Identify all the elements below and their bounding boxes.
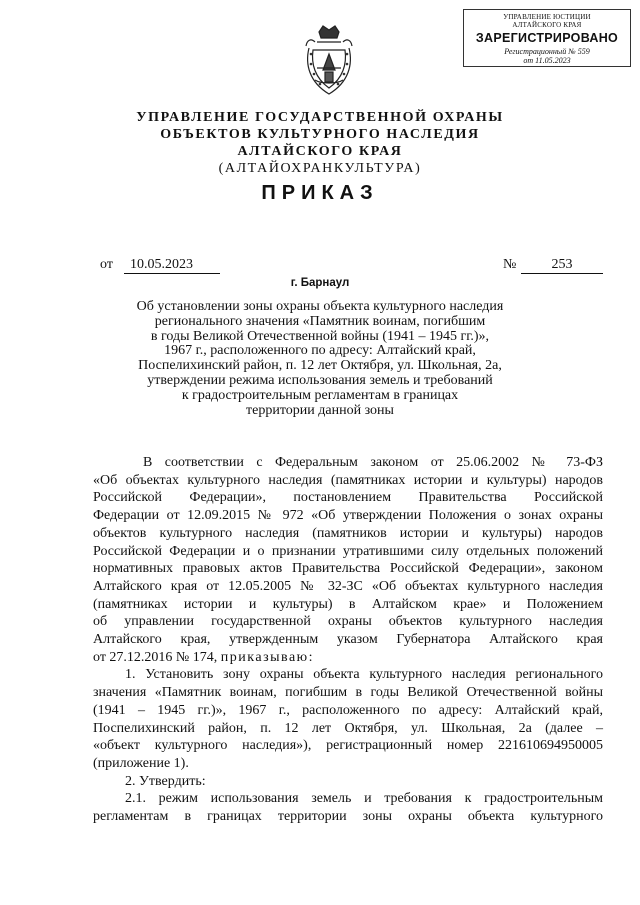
number-prefix: № [503,257,517,272]
body-line: Федерации от 12.09.2015 № 972 «Об утверждении Положения о зонах охраны [93,508,603,524]
title-line: в годы Великой Отечественной войны (1941 – 1945 гг.)», [150,328,490,344]
document-body [93,454,603,826]
registration-stamp [463,9,631,67]
stamp-line-2: АЛТАЙСКОГО КРАЯ [512,21,582,29]
org-short-name: (АЛТАЙОХРАНКУЛЬТУРА) [218,161,422,176]
body-line: регламентам в границах территории зоны охраны объекта культурного [93,809,603,825]
body-line: (приложение 1). [93,755,189,771]
body-line: (памятниках истории и культуры) в Алтайском крае» и Положением [93,596,603,612]
body-line: «объект культурного наследия»), регистрационный номер 221610694950005 [93,738,603,754]
body-line: об управлении государственной охраны объектов культурного наследия [93,614,603,630]
title-line: регионального значения «Памятник воинам, погибшим [154,313,486,329]
body-line: Алтайского края от 12.05.2005 № 32-ЗС «Об объектах культурного наследия [93,578,603,594]
city: г. Барнаул [290,277,350,289]
document-date: 10.05.2023 [124,257,220,274]
stamp-line-1: УПРАВЛЕНИЕ ЮСТИЦИИ [503,13,591,21]
body-line: В соответствии с Федеральным законом от 25.06.2002 № 73-ФЗ [143,455,603,470]
title-line: Об установлении зоны охраны объекта культурного наследия [136,299,504,314]
org-name-line-2: ОБЪЕКТОВ КУЛЬТУРНОГО НАСЛЕДИЯ [160,127,480,142]
stamp-status: ЗАРЕГИСТРИРОВАНО [475,31,619,45]
title-line: территории данной зоны [246,402,394,418]
stamp-reg-date: от 11.05.2023 [523,56,571,65]
document-title [0,300,640,418]
org-name-line-3: АЛТАЙСКОГО КРАЯ [237,144,403,159]
body-line: Российской Федерации», постановлением Правительства Российской [93,490,603,506]
document-number: 253 [521,257,603,274]
body-text: от 27.12.2016 № 174, [93,649,218,665]
body-line: нормативных правовых актов Правительства Российской Федерации», законом [93,561,603,577]
title-line: Поспелихинский район, п. 12 лет Октября, ул. Школьная, 2а, [138,358,502,374]
body-line: Российской Федерации и о признании утратившими силу отдельных положений [93,543,603,559]
body-line [93,649,603,667]
body-line: 2. Утвердить: [125,773,206,789]
body-line: «Об объектах культурного наследия (памятниках истории и культуры) народов [93,472,603,488]
title-line: утверждении режима использования земель и требований [147,372,493,388]
body-line: значения «Памятник воинам, погибшим в годы Великой Отечественной войны [93,685,603,701]
stamp-reg-number: Регистрационный № 559 [504,47,590,56]
body-line: 1. Установить зону охраны объекта культурного наследия регионального [125,667,603,683]
title-line: к градостроительным регламентам в границах [181,387,459,403]
body-line: (1941 – 1945 гг.)», 1967 г., расположенного по адресу: Алтайский край, [93,702,603,718]
coat-of-arms-icon [303,24,355,98]
body-line: Поспелихинский район, п. 12 лет Октября, ул. Школьная, 2а (далее – [93,720,603,736]
org-name-line-1: УПРАВЛЕНИЕ ГОСУДАРСТВЕННОЙ ОХРАНЫ [136,110,504,125]
date-prefix: от [100,257,113,272]
body-line: 2.1. режим использования земель и требования к градостроительным [125,791,603,807]
document-type: ПРИКАЗ [261,182,379,204]
title-line: 1967 г., расположенного по адресу: Алтайский край, [164,343,476,359]
body-line: Алтайского края, утвержденным указом Губернатора Алтайского края [93,632,603,648]
body-line: объектов культурного наследия (памятников истории и культуры) народов [93,525,603,541]
order-keyword: приказываю: [220,649,315,665]
